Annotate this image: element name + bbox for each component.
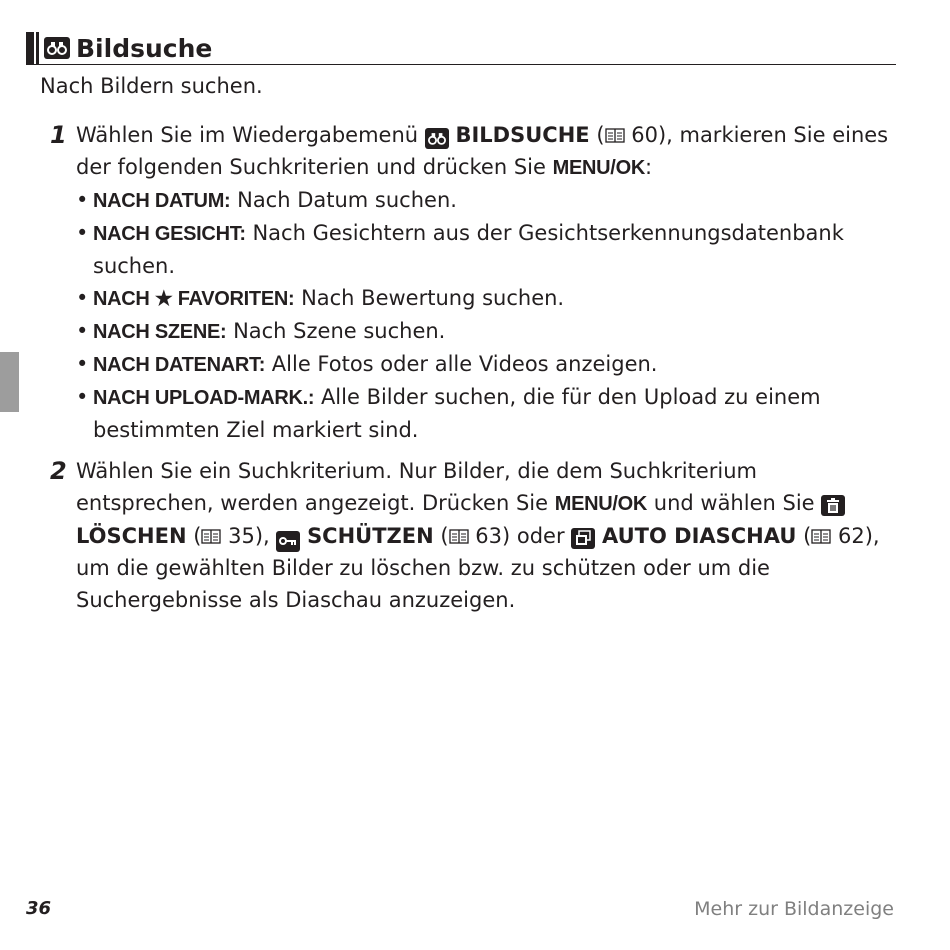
star-icon: ★ (154, 288, 173, 310)
criteria-text: Nach Szene suchen. (233, 319, 446, 343)
key-icon (276, 531, 300, 552)
criteria-text: Alle Bilder suchen, die für den Upload zu einem bestimmten Ziel markiert sind. (93, 385, 821, 442)
step-text-part: Wählen Sie im Wiedergabemenü (76, 123, 419, 147)
book-icon (811, 529, 831, 544)
page-ref: 35 (228, 524, 255, 548)
protect-menu-name: SCHÜTZEN (307, 524, 434, 548)
section-subtitle: Nach Bildern suchen. (40, 74, 263, 98)
step-text-part: oder (516, 524, 565, 548)
criteria-text: Nach Bewertung suchen. (301, 286, 565, 310)
slideshow-icon (571, 528, 595, 549)
book-icon (605, 128, 625, 143)
list-item (76, 348, 896, 381)
book-icon (449, 529, 469, 544)
section-title (44, 32, 212, 64)
step-number: 1 (50, 121, 67, 149)
step-number: 2 (50, 457, 67, 485)
criteria-label: NACH UPLOAD-MARK.: (93, 387, 315, 409)
header-accent-bar-thin (36, 32, 39, 64)
criteria-label: NACH DATUM: (93, 190, 231, 212)
trash-icon (821, 495, 845, 516)
criteria-list (76, 184, 896, 446)
step-2 (50, 455, 910, 616)
page-number: 36 (26, 898, 52, 919)
step-text: Wählen Sie ein Suchkriterium. Nur Bilder, die dem Suchkriterium entsprechen, werden angezeigt. Drücken Sie MENU/OK und wählen Sie LÖSCHEN ( 35), SCHÜTZEN ( 63) oder AUTO DIASCHAU ( 62), um die gewählten Bilder zu löschen bzw. zu schützen oder um die Suchergebnisse als Diaschau anzuzeigen. (76, 459, 880, 612)
step-text-part: und wählen Sie (653, 491, 815, 515)
list-item (76, 184, 896, 217)
binoculars-icon (425, 128, 449, 149)
page-ref: 60 (631, 123, 658, 147)
gray-side-tab (0, 352, 19, 412)
criteria-label: NACH SZENE: (93, 321, 227, 343)
step-text (76, 119, 896, 446)
menu-ok-button-label: MENU/OK (554, 493, 648, 515)
section-title-text: Bildsuche (76, 33, 213, 63)
criteria-text: Nach Gesichtern aus der Gesichtserkennungsdatenbank suchen. (93, 221, 844, 278)
menu-ok-button-label: MENU/OK (552, 157, 645, 179)
binoculars-icon (44, 37, 70, 59)
criteria-text: Nach Datum suchen. (237, 188, 457, 212)
section-header (26, 32, 896, 65)
list-item (76, 217, 896, 282)
footer-section-title: Mehr zur Bildanzeige (694, 898, 894, 920)
list-item (76, 282, 896, 315)
page-ref: 62 (837, 524, 865, 548)
step-text-part: : (644, 155, 653, 179)
book-icon (201, 529, 221, 544)
page-ref: 63 (475, 524, 502, 548)
step-text-part: ), markieren Sie eines der folgenden Suchkriterien und drücken Sie (76, 123, 889, 179)
step-text-part: ), um die gewählten Bilder zu löschen bzw. zu schützen oder um die Suchergebnisse als Diaschau anzuzeigen. (76, 524, 880, 612)
criteria-label: NACH GESICHT: (93, 223, 246, 245)
step-text-part: Wählen Sie ein Suchkriterium. Nur Bilder, die dem Suchkriterium entsprechen, werden angezeigt. Drücken Sie (76, 459, 757, 515)
list-item (76, 315, 896, 348)
menu-item-name: BILDSUCHE (455, 123, 590, 147)
delete-menu-name: LÖSCHEN (76, 524, 187, 548)
ref-paren: ( (596, 123, 605, 147)
header-accent-bar (26, 32, 34, 64)
step-1 (50, 119, 910, 446)
slideshow-menu-name: AUTO DIASCHAU (601, 524, 797, 548)
criteria-text: Alle Fotos oder alle Videos anzeigen. (271, 352, 658, 376)
criteria-label: NACH DATENART: (93, 354, 266, 376)
criteria-label: NACH ★ FAVORITEN: (93, 288, 295, 310)
list-item (76, 381, 896, 446)
